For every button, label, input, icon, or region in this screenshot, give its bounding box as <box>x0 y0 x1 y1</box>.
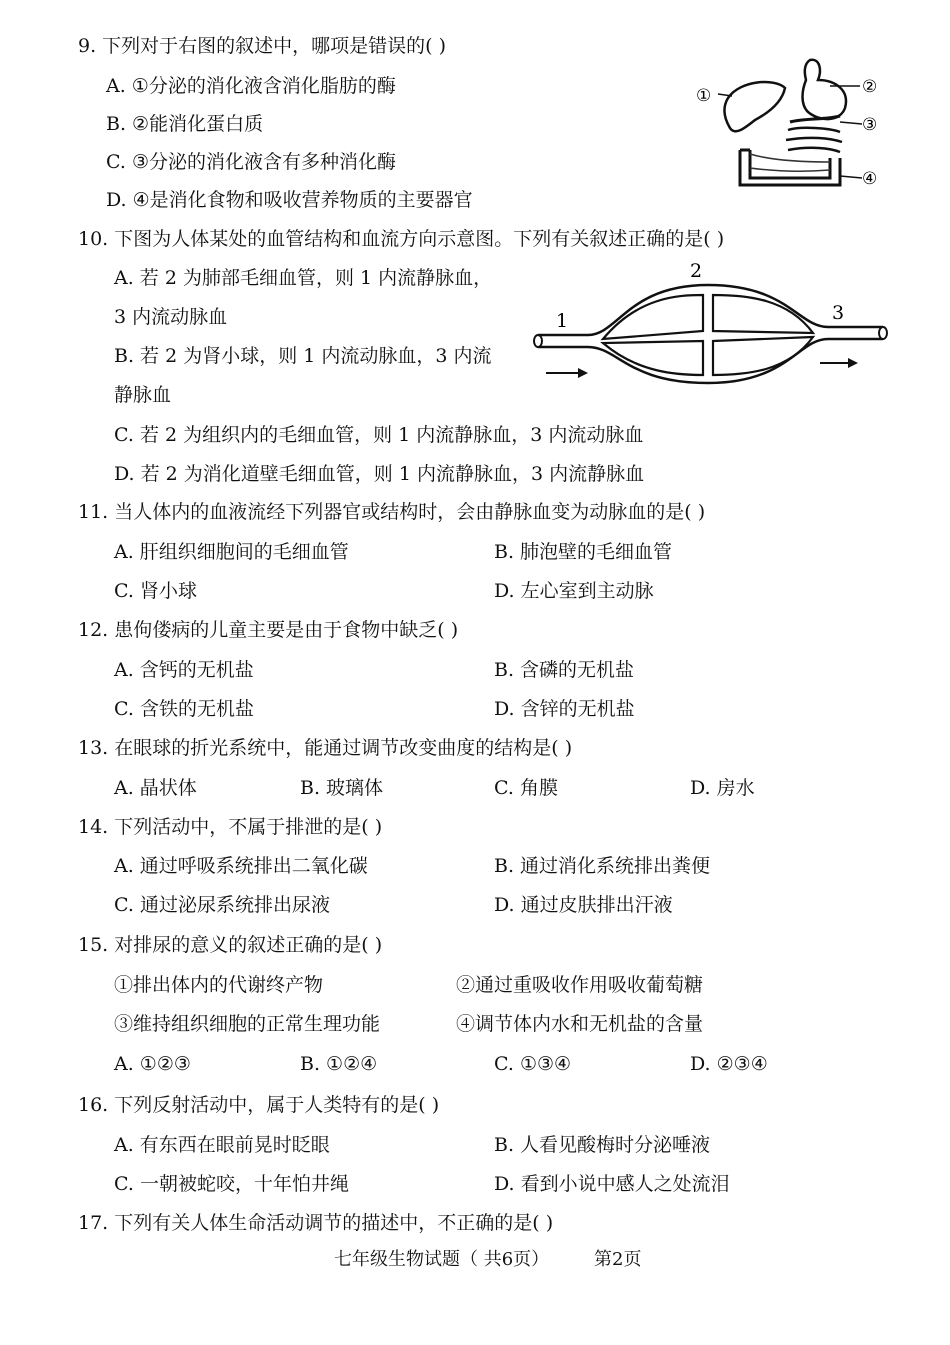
q11-option-c: C. 肾小球 <box>114 580 197 602</box>
q15-option-b: B. ①②④ <box>300 1053 378 1075</box>
footer-page-number: 第2页 <box>594 1249 642 1270</box>
q16-stem: 16. 下列反射活动中，属于人类特有的是( ) <box>78 1094 440 1116</box>
footer-title: 七年级生物试题（ 共6页） <box>334 1249 550 1270</box>
q16-option-a: A. 有东西在眼前晃时眨眼 <box>114 1134 330 1156</box>
q14-option-b: B. 通过消化系统排出粪便 <box>494 855 711 877</box>
q11-option-d: D. 左心室到主动脉 <box>494 580 654 602</box>
vessel-label-3: 3 <box>832 302 845 324</box>
digestive-system-figure <box>690 50 890 200</box>
q9-option-d: D. ④是消化食物和吸收营养物质的主要器官 <box>106 189 473 211</box>
q10-option-b-line2: 静脉血 <box>114 384 172 406</box>
q13-option-d: D. 房水 <box>690 777 755 799</box>
q11-stem: 11. 当人体内的血液流经下列器官或结构时，会由静脉血变为动脉血的是( ) <box>78 501 706 523</box>
q12-option-c: C. 含铁的无机盐 <box>114 698 254 720</box>
q11-option-b: B. 肺泡壁的毛细血管 <box>494 541 673 563</box>
q15-statement-1: ①排出体内的代谢终产物 <box>114 974 324 996</box>
q10-stem: 10. 下图为人体某处的血管结构和血流方向示意图。下列有关叙述正确的是( ) <box>78 228 725 250</box>
q16-option-b: B. 人看见酸梅时分泌唾液 <box>494 1134 711 1156</box>
q10-option-c: C. 若 2 为组织内的毛细血管，则 1 内流静脉血，3 内流动脉血 <box>114 424 644 446</box>
q10-option-d: D. 若 2 为消化道壁毛细血管，则 1 内流静脉血，3 内流静脉血 <box>114 463 645 485</box>
q15-statement-3: ③维持组织细胞的正常生理功能 <box>114 1013 381 1035</box>
q9-stem: 9. 下列对于右图的叙述中，哪项是错误的( ) <box>78 35 447 57</box>
q9-option-b: B. ②能消化蛋白质 <box>106 113 264 135</box>
q13-option-c: C. 角膜 <box>494 777 558 799</box>
q15-option-a: A. ①②③ <box>114 1053 191 1075</box>
q16-option-c: C. 一朝被蛇咬，十年怕井绳 <box>114 1173 349 1195</box>
q14-stem: 14. 下列活动中，不属于排泄的是( ) <box>78 816 383 838</box>
q12-option-d: D. 含锌的无机盐 <box>494 698 635 720</box>
q16-option-d: D. 看到小说中感人之处流泪 <box>494 1173 730 1195</box>
q15-option-c: C. ①③④ <box>494 1053 572 1075</box>
figure-label-2: ② <box>862 77 878 97</box>
vessel-label-1: 1 <box>556 310 569 332</box>
q14-option-c: C. 通过泌尿系统排出尿液 <box>114 894 330 916</box>
q10-option-a-line1: A. 若 2 为肺部毛细血管，则 1 内流静脉血， <box>114 267 493 289</box>
figure-label-1: ① <box>696 86 712 106</box>
q12-stem: 12. 患佝偻病的儿童主要是由于食物中缺乏( ) <box>78 619 459 641</box>
vessel-label-2: 2 <box>690 260 703 282</box>
q14-option-a: A. 通过呼吸系统排出二氧化碳 <box>114 855 368 877</box>
figure-label-4: ④ <box>862 169 878 189</box>
q17-stem: 17. 下列有关人体生命活动调节的描述中，不正确的是( ) <box>78 1212 554 1234</box>
q9-option-c: C. ③分泌的消化液含有多种消化酶 <box>106 151 396 173</box>
q15-statement-4: ④调节体内水和无机盐的含量 <box>456 1013 704 1035</box>
q10-option-b-line1: B. 若 2 为肾小球，则 1 内流动脉血，3 内流 <box>114 345 492 367</box>
q10-option-a-line2: 3 内流动脉血 <box>114 306 228 328</box>
q13-option-b: B. 玻璃体 <box>300 777 384 799</box>
q15-option-d: D. ②③④ <box>690 1053 768 1075</box>
q15-stem: 15. 对排尿的意义的叙述正确的是( ) <box>78 934 383 956</box>
q9-option-a: A. ①分泌的消化液含消化脂肪的酶 <box>106 75 396 97</box>
q15-statement-2: ②通过重吸收作用吸收葡萄糖 <box>456 974 704 996</box>
blood-vessel-figure <box>528 255 890 385</box>
q13-option-a: A. 晶状体 <box>114 777 197 799</box>
q12-option-a: A. 含钙的无机盐 <box>114 659 254 681</box>
figure-label-3: ③ <box>862 115 878 135</box>
q14-option-d: D. 通过皮肤排出汗液 <box>494 894 673 916</box>
q13-stem: 13. 在眼球的折光系统中，能通过调节改变曲度的结构是( ) <box>78 737 573 759</box>
q12-option-b: B. 含磷的无机盐 <box>494 659 635 681</box>
q11-option-a: A. 肝组织细胞间的毛细血管 <box>114 541 349 563</box>
